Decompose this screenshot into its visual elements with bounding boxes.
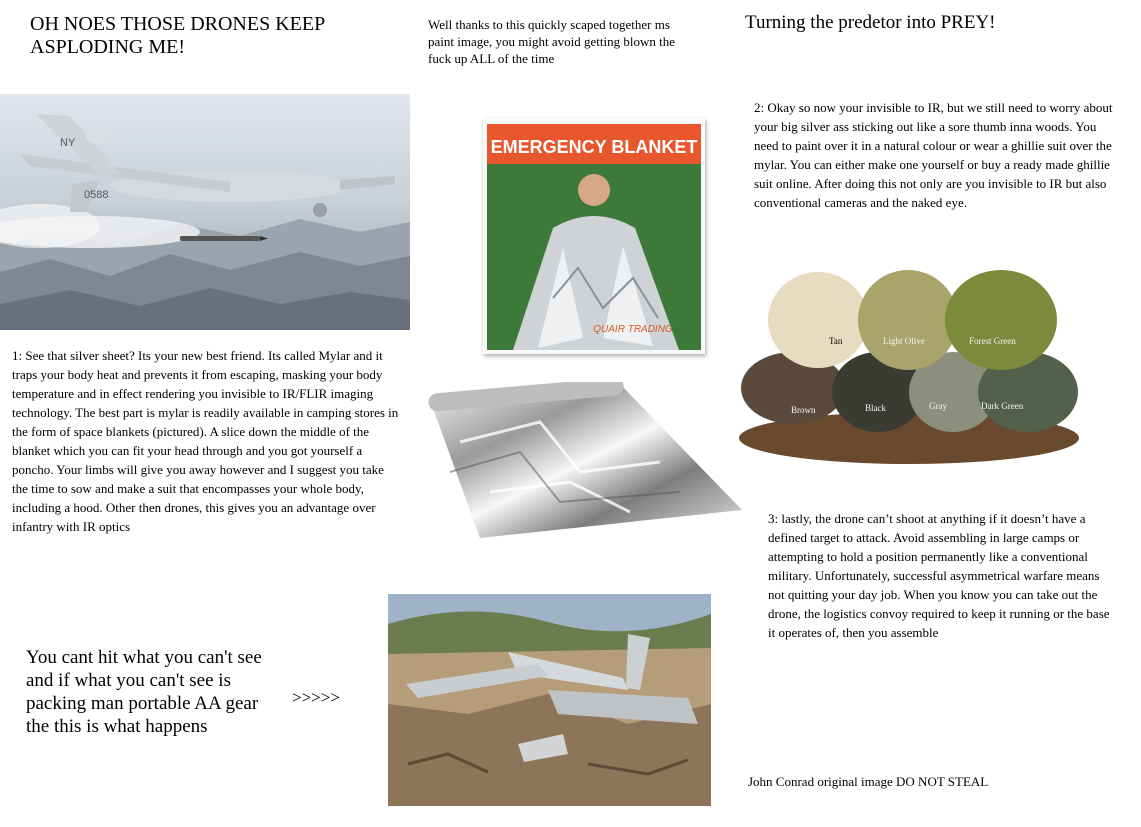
forest-green-label: Forest Green	[969, 336, 1016, 346]
headline: OH NOES THOSE DRONES KEEP ASPLODING ME!	[30, 13, 325, 58]
blanket-banner: EMERGENCY BLANKET	[490, 137, 698, 157]
tan-bundle	[768, 272, 868, 368]
step3-text: 3: lastly, the drone can’t shoot at anything if it doesn’t have a defined target to attack. Avoid assembling in large camps or attempting to hold a position permanently like a conventional military. Unfortunately, successful asymmetrical warfare means not quitting your day job. When you know you can take out the drone, the logistics convoy required to keep it running or the base it operates of, then you assemble	[768, 511, 1110, 640]
gray-label: Gray	[929, 401, 947, 411]
prey-title: Turning the predetor into PREY!	[745, 12, 996, 33]
light-olive-label: Light Olive	[883, 336, 925, 346]
mylar-roll-image	[420, 382, 750, 542]
step2-text: 2: Okay so now your invisible to IR, but we still need to worry about your big silver ass sticking out like a sore thumb inna woods. You need to paint over it in a natural colour or wear a ghillie suit over the mylar. You can either make one yourself or buy a ready made ghillie suit online. After doing this not only are you invisible to IR but also conventional cameras and the naked eye.	[754, 100, 1113, 210]
light-olive-bundle	[858, 270, 958, 370]
crashed-drone-image	[388, 594, 711, 806]
credit-text: John Conrad original image DO NOT STEAL	[748, 774, 989, 789]
forest-green-bundle	[945, 270, 1057, 370]
step1-text: 1: See that silver sheet? Its your new best friend. Its called Mylar and it traps your body heat and prevents it from escaping, masking your body temperature and in effect rendering you invisible to IR/FLIR imaging technology. The best part is mylar is readily available in camping stores in the form of space blankets (pictured). A slice down the middle of the blanket which you can fit your head through and you got yourself a poncho. Your limbs will give you away however and I suggest you take the time to sow and make a suit that encompasses your whole body, including a hood. Other then drones, this gives you an advantage over infantry with IR optics	[12, 348, 399, 534]
drone-tail-number: 0588	[84, 189, 109, 201]
intro-text: Well thanks to this quickly scaped together ms paint image, you might avoid getting blown the fuck up ALL of the time	[428, 17, 675, 66]
emergency-blanket-image	[483, 118, 705, 354]
dark-green-label: Dark Green	[981, 401, 1024, 411]
ghillie-thread-image	[733, 258, 1085, 468]
bottom-caption: You cant hit what you can't see and if what you can't see is packing man portable AA gear the this is what happens	[26, 647, 262, 737]
black-label: Black	[865, 403, 886, 413]
drone-firing-missile-image	[0, 94, 410, 330]
brown-label: Brown	[791, 405, 816, 415]
tan-label: Tan	[829, 336, 843, 346]
drone-nose-marking: NY	[60, 137, 76, 149]
arrow-text: >>>>>	[292, 688, 340, 707]
blanket-watermark: QUAIR TRADING	[593, 324, 673, 335]
